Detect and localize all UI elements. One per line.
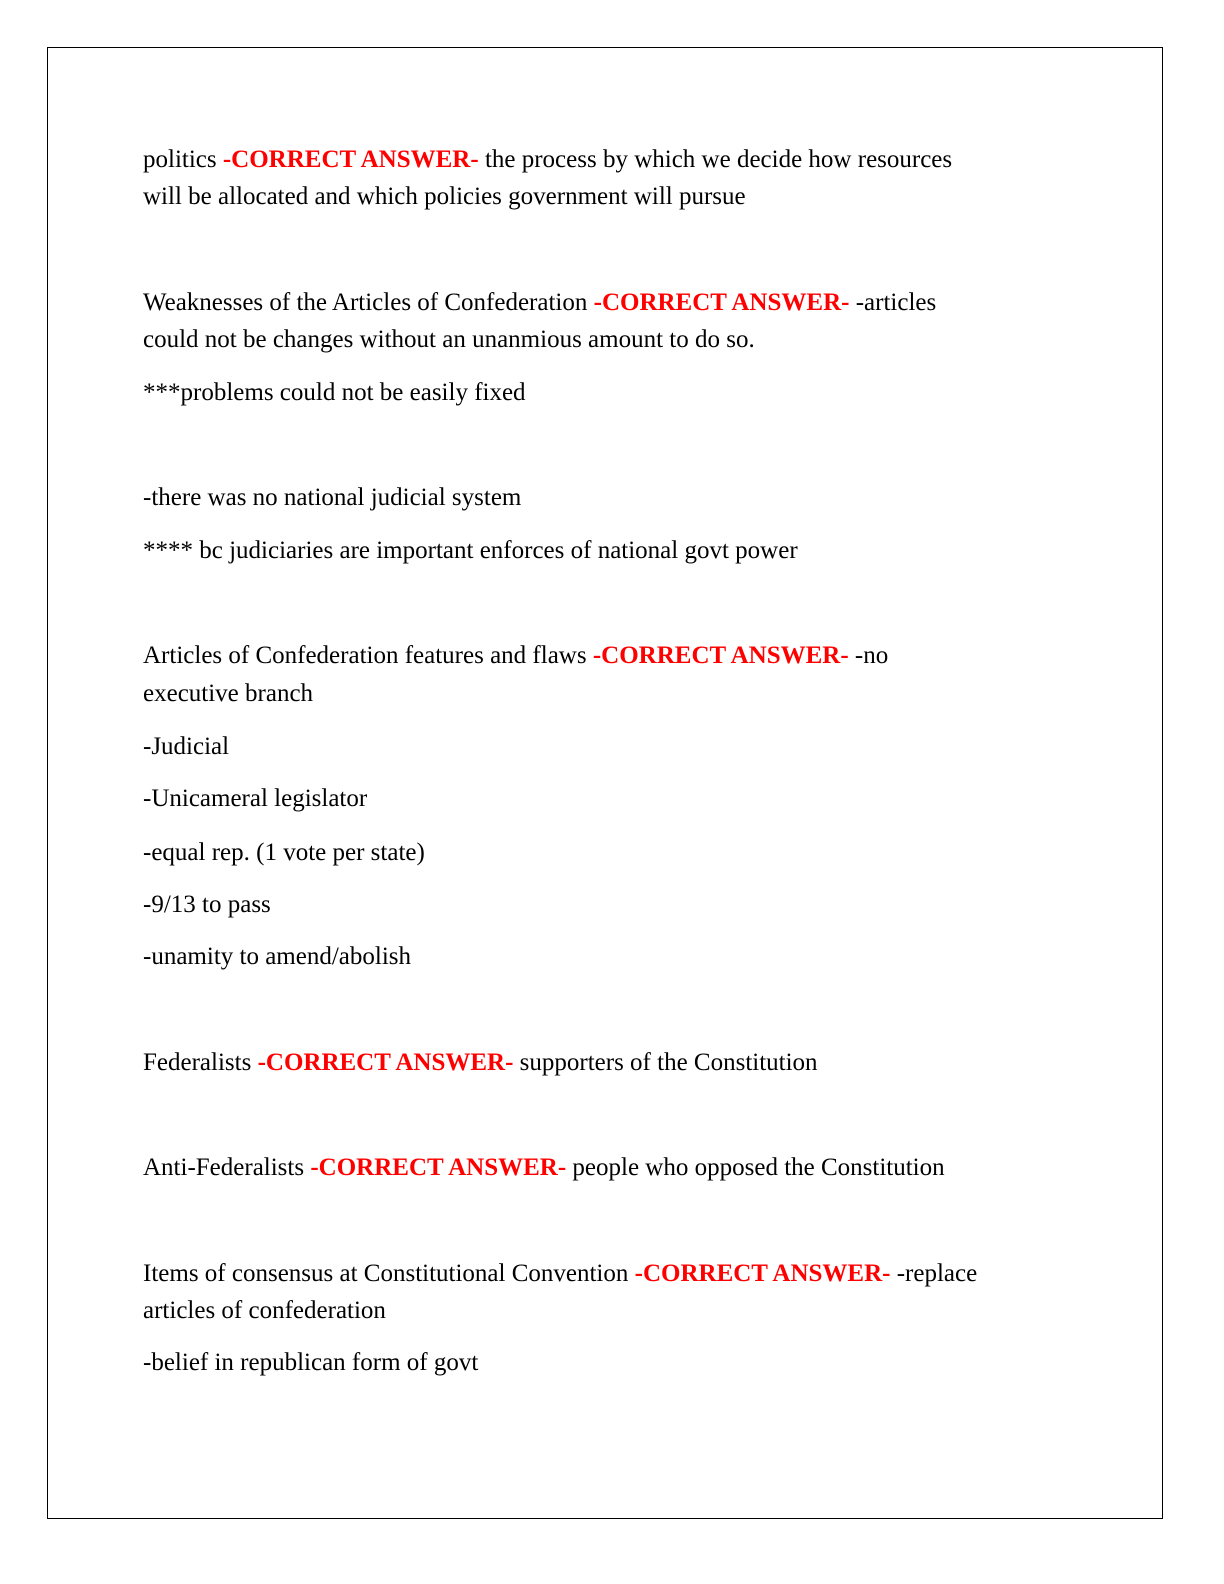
card-features-note: -9/13 to pass xyxy=(143,891,271,918)
card-politics-line-1 xyxy=(143,141,952,178)
card-anti-federalists-line-1 xyxy=(143,1149,945,1186)
card-weaknesses-note: -there was no national judicial system xyxy=(143,484,522,511)
card-features-line-1 xyxy=(143,637,888,674)
card-consensus-line-2: articles of confederation xyxy=(143,1297,386,1324)
card-features-note: -unamity to amend/abolish xyxy=(143,943,412,970)
definition-anti-federalists: people who opposed the Constitution xyxy=(572,1154,945,1181)
card-weaknesses-line-2: could not be changes without an unanmious amount to do so. xyxy=(143,326,755,353)
card-consensus-note: -belief in republican form of govt xyxy=(143,1349,479,1376)
definition-weaknesses: -articles xyxy=(855,289,937,316)
correct-answer-marker: -CORRECT ANSWER- xyxy=(257,1049,514,1076)
card-features-line-2: executive branch xyxy=(143,680,314,707)
definition-consensus: -replace xyxy=(896,1260,978,1287)
card-weaknesses-note: ***problems could not be easily fixed xyxy=(143,379,526,406)
definition-features: -no xyxy=(854,642,889,669)
definition-federalists: supporters of the Constitution xyxy=(519,1049,818,1076)
term-politics: politics xyxy=(143,146,217,173)
card-features-note: -Judicial xyxy=(143,733,230,760)
correct-answer-marker: -CORRECT ANSWER- xyxy=(222,146,479,173)
term-consensus: Items of consensus at Constitutional Convention xyxy=(143,1260,629,1287)
term-weaknesses: Weaknesses of the Articles of Confederation xyxy=(143,289,588,316)
card-features-note: -equal rep. (1 vote per state) xyxy=(143,839,425,866)
card-politics-line-2: will be allocated and which policies government will pursue xyxy=(143,183,746,210)
term-federalists: Federalists xyxy=(143,1049,252,1076)
card-weaknesses-note: **** bc judiciaries are important enforces of national govt power xyxy=(143,537,798,564)
correct-answer-marker: -CORRECT ANSWER- xyxy=(593,289,850,316)
term-anti-federalists: Anti-Federalists xyxy=(143,1154,305,1181)
definition-politics: the process by which we decide how resources xyxy=(484,146,953,173)
correct-answer-marker: -CORRECT ANSWER- xyxy=(592,642,849,669)
correct-answer-marker: -CORRECT ANSWER- xyxy=(310,1154,567,1181)
card-federalists-line-1 xyxy=(143,1044,818,1081)
card-features-note: -Unicameral legislator xyxy=(143,785,368,812)
correct-answer-marker: -CORRECT ANSWER- xyxy=(634,1260,891,1287)
card-weaknesses-line-1 xyxy=(143,284,936,321)
card-consensus-line-1 xyxy=(143,1255,977,1292)
term-features: Articles of Confederation features and flaws xyxy=(143,642,587,669)
